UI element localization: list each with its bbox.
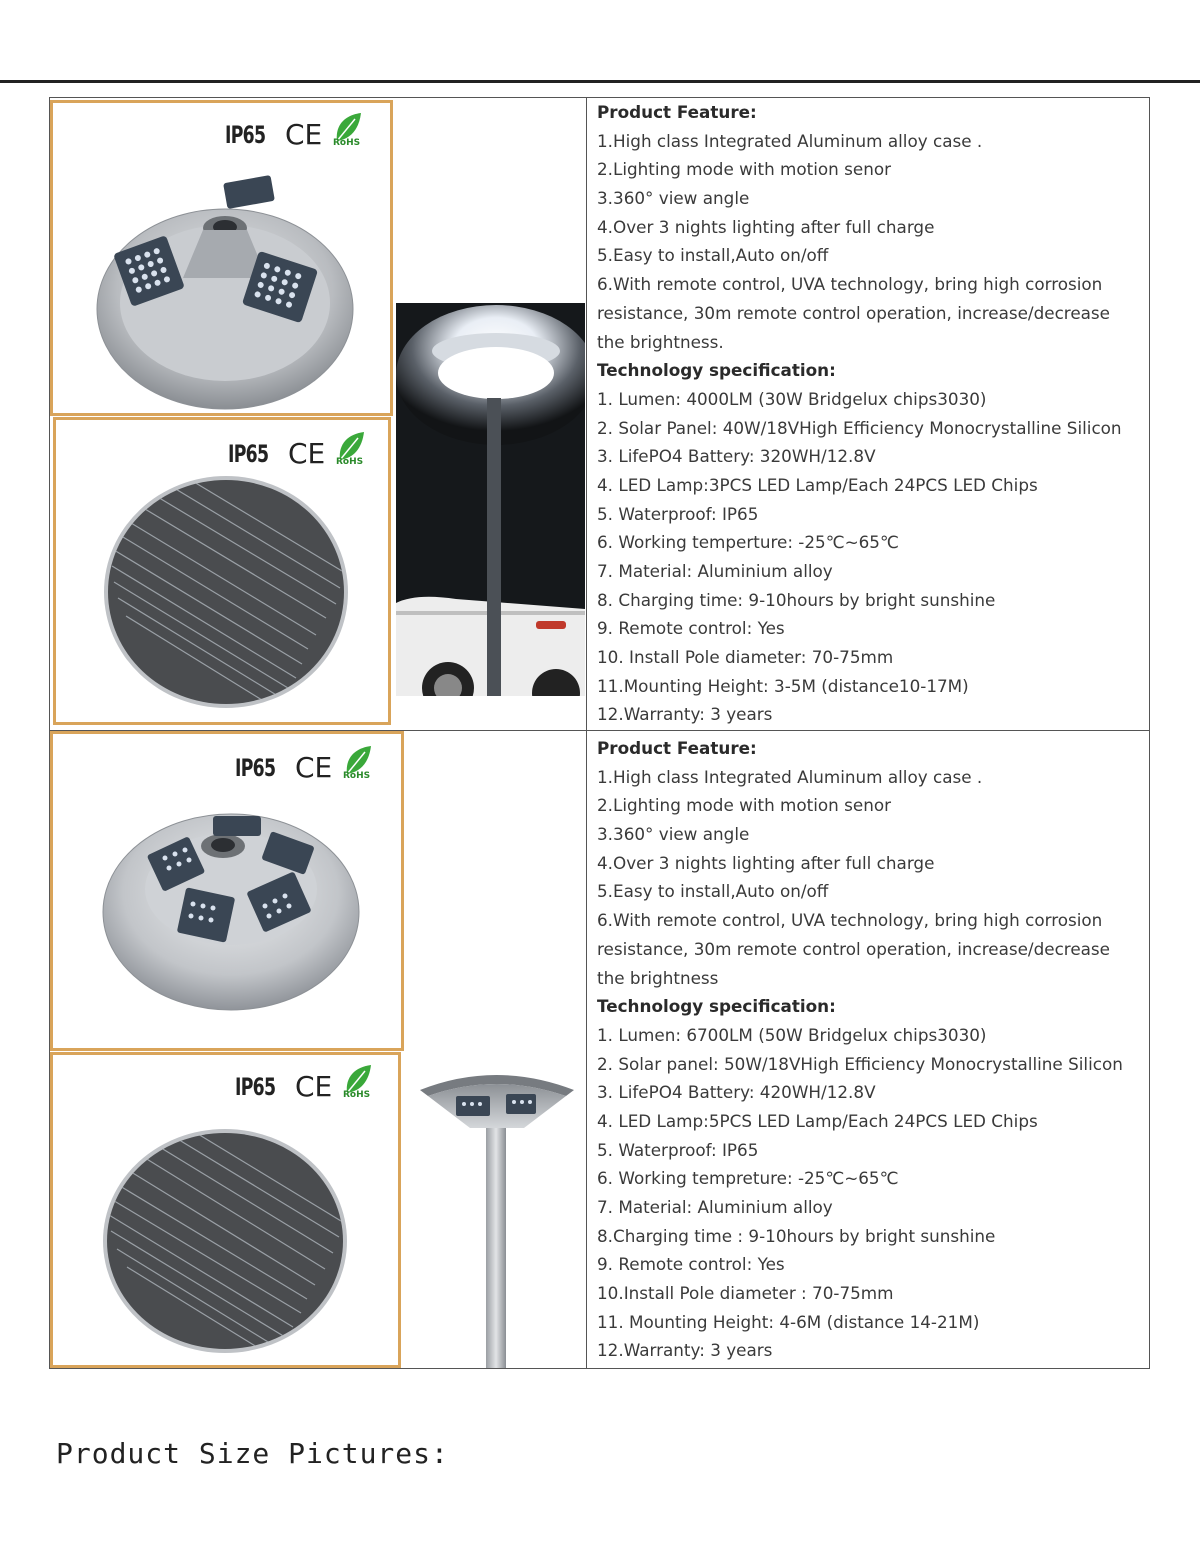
lamp-head-illustration [53,103,393,416]
spec-line: 11.Mounting Height: 3-5M (distance10-17M) [597,675,969,696]
spec-line: 5. Waterproof: IP65 [597,503,759,524]
svg-text:RoHS: RoHS [343,771,371,780]
feature-line: 6.With remote control, UVA technology, bring high corrosion [597,274,1103,295]
led-module [223,175,275,209]
ce-mark: CE [295,1070,333,1103]
product-size-section-title: Product Size Pictures: [56,1437,449,1470]
svg-text:RoHS: RoHS [343,1090,371,1099]
product-2-solar-panel-photo [50,1052,401,1368]
ip65-mark: IP65 [235,754,276,782]
spec-line: 4. LED Lamp:3PCS LED Lamp/Each 24PCS LED Chips [597,474,1038,495]
ce-mark: CE [285,118,323,151]
spec-line: 7. Material: Aluminium alloy [597,561,833,581]
spec-line: 1. Lumen: 4000LM (30W Bridgelux chips3030) [597,388,987,409]
feature-line: 2.Lighting mode with motion senor [597,159,891,180]
spec-line: 2. Solar panel: 50W/18VHigh Efficiency Monocrystalline Silicon [597,1053,1123,1074]
feature-line: the brightness. [597,331,724,352]
feature-line: 2.Lighting mode with motion senor [597,795,891,816]
feature-line: 3.360° view angle [597,824,750,845]
spec-line: 1. Lumen: 6700LM (50W Bridgelux chips3030) [597,1024,987,1045]
product-2-description [597,734,1123,1365]
spec-heading: Technology specification: [597,996,836,1017]
spec-line: 12.Warranty: 3 years [597,1340,773,1361]
spec-line: 11. Mounting Height: 4-6M (distance 14-21M) [597,1311,980,1332]
feature-heading: Product Feature: [597,738,757,758]
ce-mark: CE [295,751,333,784]
spec-heading: Technology specification: [597,360,836,381]
svg-text:RoHS: RoHS [333,138,361,147]
spec-line: 10.Install Pole diameter : 70-75mm [597,1283,894,1304]
feature-line: 1.High class Integrated Aluminum alloy case . [597,766,983,787]
spec-line: 8. Charging time: 9-10hours by bright sunshine [597,589,996,610]
top-rule [0,80,1200,83]
spec-line: 3. LifePO4 Battery: 420WH/12.8V [597,1082,876,1103]
product-1-top-photo [50,100,393,416]
lamp-head-illustration [53,734,404,1051]
feature-line: resistance, 30m remote control operation, increase/decrease [597,938,1110,959]
spec-line: 8.Charging time : 9-10hours by bright sunshine [597,1225,996,1246]
product-2-top-photo [50,731,404,1051]
spec-line: 12.Warranty: 3 years [597,704,773,725]
table-column-divider [586,97,587,1369]
pole-lamp-illustration [416,1062,576,1368]
product-1-night-photo [396,303,585,696]
spec-line: 3. LifePO4 Battery: 320WH/12.8V [597,446,876,467]
product-1-solar-panel-photo [53,417,391,725]
feature-line: 6.With remote control, UVA technology, bring high corrosion [597,910,1103,931]
ce-mark: CE [288,437,326,470]
spec-line: 7. Material: Aluminium alloy [597,1197,833,1217]
feature-line: 5.Easy to install,Auto on/off [597,881,829,902]
spec-line: 9. Remote control: Yes [597,618,785,639]
feature-line: 4.Over 3 nights lighting after full charge [597,216,935,237]
feature-line: 1.High class Integrated Aluminum alloy case . [597,130,983,151]
spec-line: 4. LED Lamp:5PCS LED Lamp/Each 24PCS LED Chips [597,1110,1038,1131]
spec-line: 9. Remote control: Yes [597,1254,785,1275]
led-module [213,816,261,836]
feature-line: resistance, 30m remote control operation, increase/decrease [597,302,1110,323]
spec-line: 6. Working tempreture: -25℃~65℃ [597,1168,899,1189]
spec-line: 10. Install Pole diameter: 70-75mm [597,647,894,668]
spec-line: 2. Solar Panel: 40W/18VHigh Efficiency Monocrystalline Silicon [597,417,1122,438]
product-2-pole-photo [416,1062,576,1368]
svg-text:RoHS: RoHS [336,457,364,466]
feature-line: 5.Easy to install,Auto on/off [597,245,829,266]
ip65-mark: IP65 [225,121,266,149]
night-lamp-illustration [396,303,585,696]
ip65-mark: IP65 [235,1073,276,1101]
spec-line: 5. Waterproof: IP65 [597,1139,759,1160]
product-1-description [597,98,1122,729]
solar-panel-illustration [56,420,391,725]
spec-line: 6. Working temperture: -25℃~65℃ [597,532,899,553]
feature-line: 4.Over 3 nights lighting after full charge [597,852,935,873]
ip65-mark: IP65 [228,440,269,468]
feature-heading: Product Feature: [597,102,757,122]
feature-line: the brightness [597,967,719,988]
feature-line: 3.360° view angle [597,188,750,209]
solar-panel-illustration [53,1055,401,1368]
